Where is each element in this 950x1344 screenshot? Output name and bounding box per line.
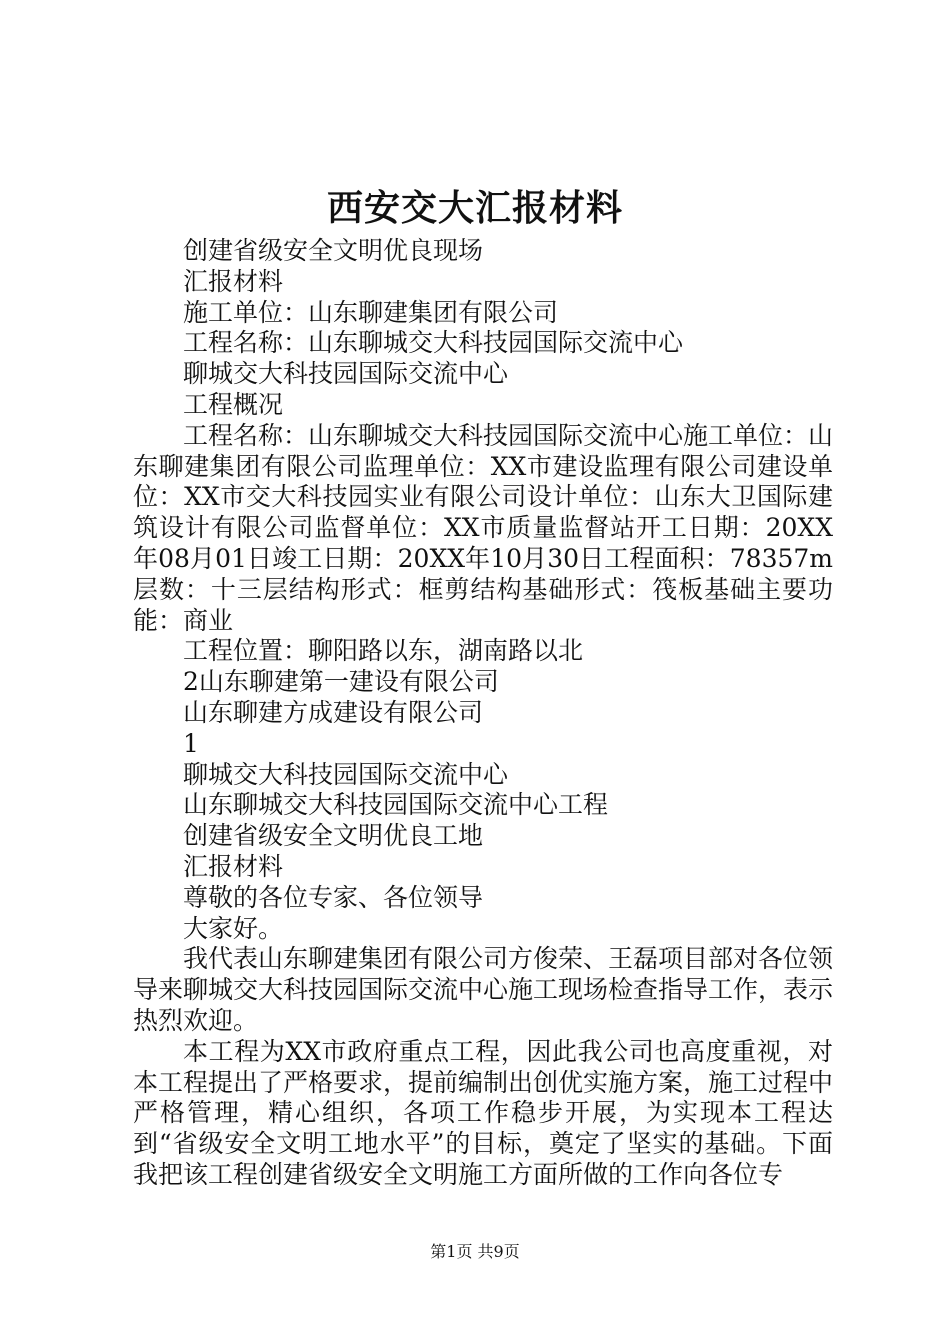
text-line: 施工单位：山东聊建集团有限公司 <box>183 297 559 327</box>
document-body <box>133 236 833 1191</box>
welcome-paragraph: 我代表山东聊建集团有限公司方俊荣、王磊项目部对各位领导来聊城交大科技园国际交流中心施工现场检查指导工作，表示热烈欢迎。 <box>133 944 834 1035</box>
overview-paragraph: 工程名称：山东聊城交大科技园国际交流中心施工单位：山东聊建集团有限公司监理单位：XX市建设监理有限公司建设单位：XX市交大科技园实业有限公司设计单位：山东大卫国际建筑设计有限公司监督单位：XX市质量监督站开工日期：20XX年08月01日竣工日期：20XX年10月30日工程面积：78357m层数：十三层结构形式：框剪结构基础形式：筏板基础主要功能：商业 <box>133 420 834 635</box>
text-line: 工程名称：山东聊城交大科技园国际交流中心 <box>183 328 684 358</box>
text-line: 创建省级安全文明优良工地 <box>183 821 484 851</box>
text-line: 山东聊建方成建设有限公司 <box>183 697 484 727</box>
text-line: 汇报材料 <box>183 266 284 296</box>
document-title: 西安交大汇报材料 <box>326 187 623 229</box>
page-footer: 第1页 共9页 <box>430 1242 520 1261</box>
text-line: 工程位置：聊阳路以东，湖南路以北 <box>183 636 584 666</box>
text-line: 山东聊城交大科技园国际交流中心工程 <box>183 790 609 820</box>
text-line: 2山东聊建第一建设有限公司 <box>183 667 499 697</box>
text-line: 大家好。 <box>183 913 284 943</box>
text-line: 1 <box>183 728 199 758</box>
text-line: 工程概况 <box>183 389 284 419</box>
text-line: 尊敬的各位专家、各位领导 <box>183 882 484 912</box>
text-line: 聊城交大科技园国际交流中心 <box>183 359 509 389</box>
intro-paragraph: 本工程为XX市政府重点工程，因此我公司也高度重视，对本工程提出了严格要求，提前编制出创优实施方案，施工过程中严格管理，精心组织，各项工作稳步开展，为实现本工程达到“省级安全文明工地水平”的目标，奠定了坚实的基础。下面我把该工程创建省级安全文明施工方面所做的工作向各位专 <box>133 1036 834 1189</box>
text-line: 汇报材料 <box>183 851 284 881</box>
text-line: 创建省级安全文明优良现场 <box>183 236 484 265</box>
text-line: 聊城交大科技园国际交流中心 <box>183 759 509 789</box>
